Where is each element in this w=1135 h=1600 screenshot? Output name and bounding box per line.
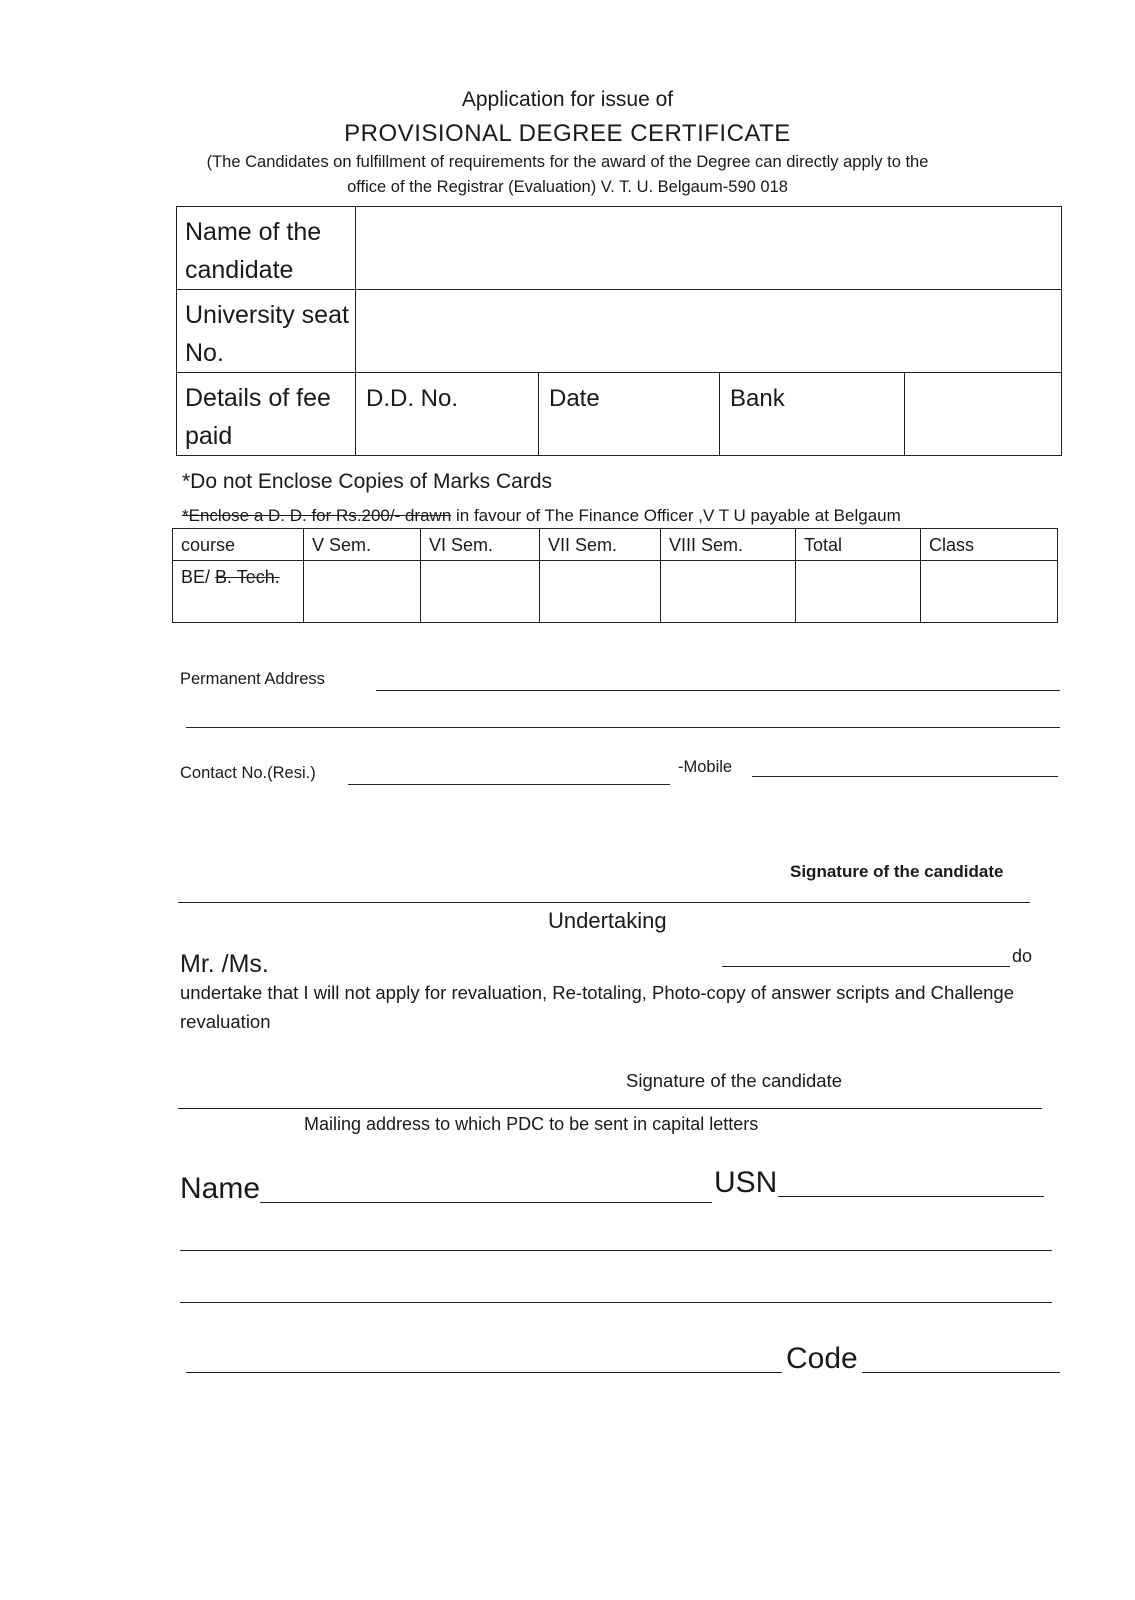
instructions-line2: office of the Registrar (Evaluation) V. T. U. Belgaum-590 018 — [347, 178, 788, 196]
fee-label: Details of fee paid — [177, 373, 356, 456]
mailing-name-line[interactable] — [260, 1202, 712, 1203]
course-struck: B. Tech. — [215, 567, 280, 587]
marks-class-field[interactable] — [921, 561, 1058, 623]
section-divider-1 — [178, 902, 1030, 903]
permanent-address-label: Permanent Address — [180, 670, 325, 688]
mailing-code-line[interactable] — [862, 1372, 1060, 1373]
marks-header-course: course — [173, 529, 304, 561]
seat-label: University seat No. — [177, 290, 356, 373]
section-divider-2 — [178, 1108, 1042, 1109]
date-field[interactable] — [539, 373, 720, 456]
marks-header-sem7: VII Sem. — [540, 529, 661, 561]
contact-resi-label: Contact No.(Resi.) — [180, 764, 316, 782]
marks-header-total: Total — [796, 529, 921, 561]
bank-extra-field[interactable] — [905, 373, 1062, 456]
bank-label: Bank — [730, 385, 785, 412]
marks-course-cell — [173, 561, 304, 623]
marks-header-sem5: V Sem. — [304, 529, 421, 561]
note-marks-cards: *Do not Enclose Copies of Marks Cards — [182, 470, 552, 493]
permanent-address-line2[interactable] — [186, 727, 1060, 728]
date-label: Date — [549, 385, 600, 412]
marks-sem7-field[interactable] — [540, 561, 661, 623]
candidate-details-table — [176, 206, 1062, 456]
mailing-address-line2[interactable] — [180, 1302, 1052, 1303]
note-dd-struck: *Enclose a D. D. for Rs.200/- drawn — [182, 506, 452, 525]
marks-sem8-field[interactable] — [661, 561, 796, 623]
instructions-line1: (The Candidates on fulfillment of requirements for the award of the Degree can directly apply to the — [206, 153, 929, 171]
bank-field[interactable] — [720, 373, 905, 456]
marks-sem5-field[interactable] — [304, 561, 421, 623]
mailing-heading: Mailing address to which PDC to be sent in capital letters — [304, 1114, 759, 1134]
do-label: do — [1012, 946, 1033, 966]
seat-field[interactable] — [356, 290, 1062, 373]
marks-header-sem8: VIII Sem. — [661, 529, 796, 561]
name-field[interactable] — [356, 207, 1062, 290]
undertaking-signature-label: Signature of the candidate — [626, 1070, 842, 1091]
marks-sem6-field[interactable] — [421, 561, 540, 623]
name-label: Name of the candidate — [177, 207, 356, 290]
contact-resi-line[interactable] — [348, 784, 670, 785]
dd-number-field[interactable] — [356, 373, 539, 456]
mailing-code-label: Code — [786, 1342, 858, 1375]
marks-header-sem6: VI Sem. — [421, 529, 540, 561]
note-dd — [182, 506, 901, 526]
mobile-label: -Mobile — [678, 758, 733, 776]
undertaking-heading: Undertaking — [548, 908, 667, 933]
undertaking-text: undertake that I will not apply for revaluation, Re-totaling, Photo-copy of answer scripts and Challenge revaluation — [180, 982, 1014, 1032]
mailing-address-line1[interactable] — [180, 1250, 1052, 1251]
note-dd-rest: in favour of The Finance Officer ,V T U payable at Belgaum — [451, 506, 901, 525]
mobile-line[interactable] — [752, 776, 1058, 777]
undertaking-name-line[interactable] — [722, 966, 1010, 967]
marks-total-field[interactable] — [796, 561, 921, 623]
salutation-label: Mr. /Ms. — [180, 950, 269, 978]
marks-header-class: Class — [921, 529, 1058, 561]
form-heading-line1: Application for issue of — [461, 88, 674, 111]
mailing-usn-line[interactable] — [778, 1196, 1044, 1197]
dd-label: D.D. No. — [366, 385, 459, 412]
form-title: PROVISIONAL DEGREE CERTIFICATE — [344, 120, 791, 147]
course-prefix: BE/ — [181, 567, 216, 587]
mailing-name-label: Name — [180, 1172, 261, 1205]
marks-table — [172, 528, 1058, 623]
mailing-address-line3[interactable] — [186, 1372, 782, 1373]
permanent-address-line1[interactable] — [376, 690, 1060, 691]
mailing-usn-label: USN — [714, 1166, 778, 1199]
signature-candidate-label: Signature of the candidate — [790, 862, 1004, 881]
form-instructions — [0, 150, 1135, 200]
